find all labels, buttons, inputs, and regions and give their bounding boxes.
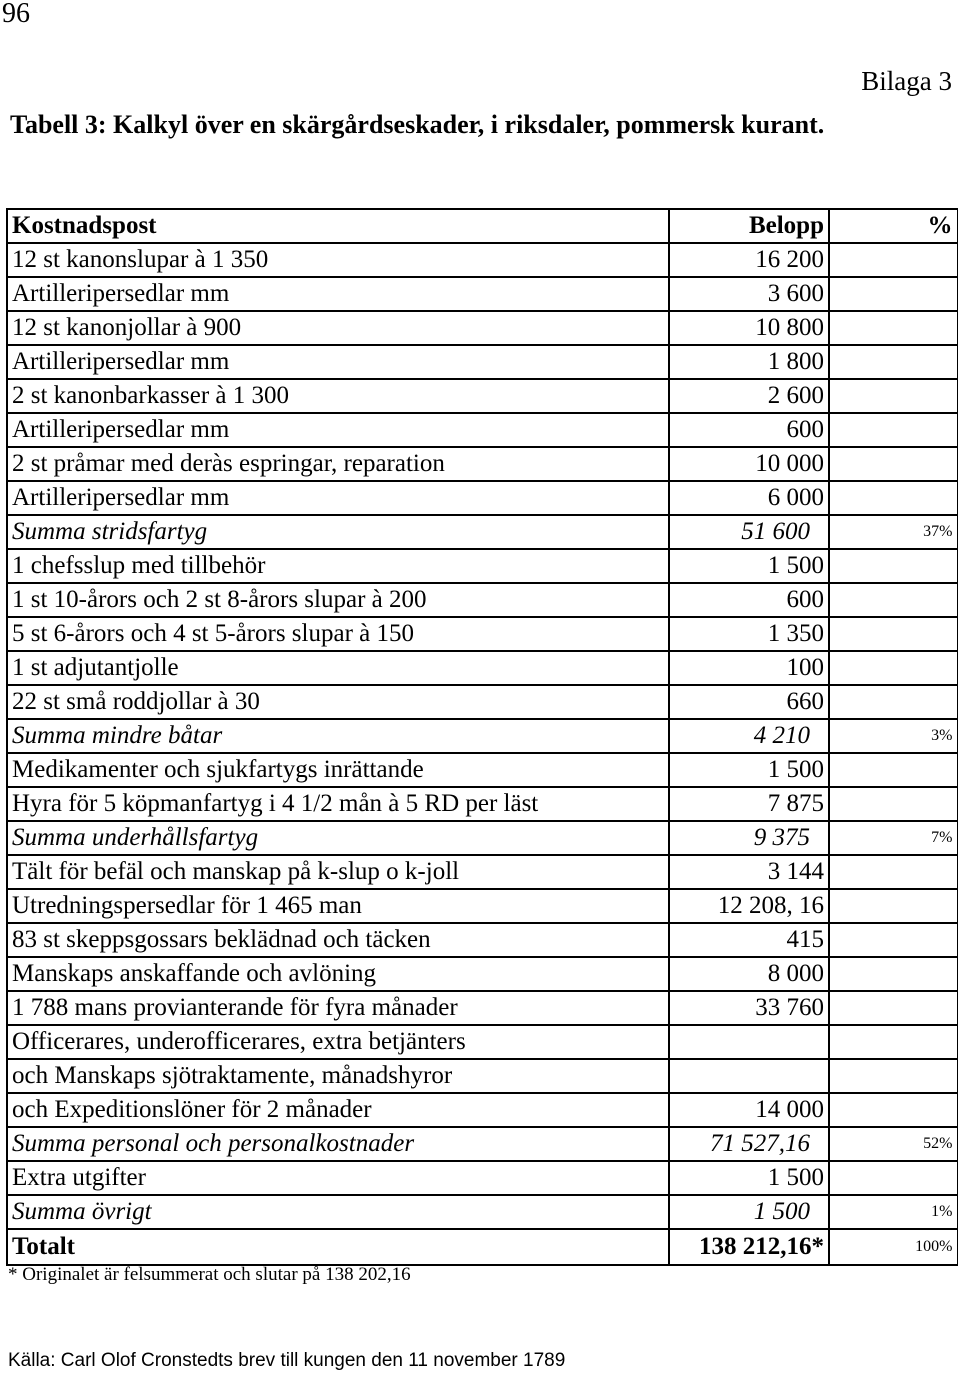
cost-item-cell: och Expeditionslöner för 2 månader: [7, 1093, 669, 1127]
percent-cell: [829, 1025, 957, 1059]
appendix-label: Bilaga 3: [861, 66, 952, 96]
amount-cell: 12 208, 16: [669, 889, 829, 923]
amount-cell: 9 375: [669, 821, 829, 855]
amount-cell: 415: [669, 923, 829, 957]
cost-item-cell: Medikamenter och sjukfartygs inrättande: [7, 753, 669, 787]
percent-cell: [829, 855, 957, 889]
total-row: [7, 1229, 957, 1265]
table-row: [7, 1093, 957, 1127]
amount-cell: 16 200: [669, 243, 829, 277]
percent-cell: [829, 311, 957, 345]
percent-cell: [829, 549, 957, 583]
percent-cell: [829, 685, 957, 719]
table-row: [7, 311, 957, 345]
table-row: [7, 617, 957, 651]
amount-cell: 1 350: [669, 617, 829, 651]
cost-item-cell: Artilleripersedlar mm: [7, 345, 669, 379]
cost-item-cell: 2 st kanonbarkasser à 1 300: [7, 379, 669, 413]
table-row: [7, 685, 957, 719]
cost-item-cell: 1 st 10-årors och 2 st 8-årors slupar à 200: [7, 583, 669, 617]
amount-cell: 33 760: [669, 991, 829, 1025]
subtotal-row: [7, 1127, 957, 1161]
source-note: Källa: Carl Olof Cronstedts brev till kungen den 11 november 1789: [8, 1350, 566, 1371]
percent-cell: [829, 583, 957, 617]
table-row: [7, 243, 957, 277]
amount-cell: 660: [669, 685, 829, 719]
footnote: * Originalet är felsummerat och slutar på 138 202,16: [8, 1264, 411, 1285]
percent-cell: [829, 617, 957, 651]
amount-cell: 1 500: [669, 753, 829, 787]
cost-item-cell: 1 788 mans provianterande för fyra månader: [7, 991, 669, 1025]
cost-item-cell: Utredningspersedlar för 1 465 man: [7, 889, 669, 923]
table-row: [7, 1059, 957, 1093]
cost-item-cell: och Manskaps sjötraktamente, månadshyror: [7, 1059, 669, 1093]
cost-item-cell: Extra utgifter: [7, 1161, 669, 1195]
cost-item-cell: Officerares, underofficerares, extra betjänters: [7, 1025, 669, 1059]
table-row: [7, 753, 957, 787]
cost-item-cell: 5 st 6-årors och 4 st 5-årors slupar à 150: [7, 617, 669, 651]
percent-cell: [829, 787, 957, 821]
table-row: [7, 651, 957, 685]
cost-item-cell: Artilleripersedlar mm: [7, 277, 669, 311]
table-row: [7, 787, 957, 821]
percent-cell: [829, 345, 957, 379]
subtotal-row: [7, 1195, 957, 1229]
percent-cell: [829, 1059, 957, 1093]
cost-item-cell: Hyra för 5 köpmanfartyg i 4 1/2 mån à 5 RD per läst: [7, 787, 669, 821]
cost-item-cell: 2 st pråmar med deràs espringar, reparation: [7, 447, 669, 481]
table-row: [7, 447, 957, 481]
amount-cell: 7 875: [669, 787, 829, 821]
amount-cell: 2 600: [669, 379, 829, 413]
amount-cell: 1 800: [669, 345, 829, 379]
percent-cell: [829, 889, 957, 923]
table-row: [7, 889, 957, 923]
percent-cell: 52%: [829, 1127, 957, 1161]
table-row: [7, 1025, 957, 1059]
amount-cell: 3 144: [669, 855, 829, 889]
percent-cell: [829, 991, 957, 1025]
percent-cell: [829, 1161, 957, 1195]
percent-cell: [829, 379, 957, 413]
amount-cell: 14 000: [669, 1093, 829, 1127]
percent-cell: [829, 753, 957, 787]
cost-item-cell: Totalt: [7, 1229, 669, 1265]
amount-cell: 6 000: [669, 481, 829, 515]
amount-cell: 600: [669, 583, 829, 617]
percent-cell: 37%: [829, 515, 957, 549]
cost-item-cell: Artilleripersedlar mm: [7, 481, 669, 515]
page-number: 96: [2, 0, 30, 29]
percent-cell: [829, 1093, 957, 1127]
subtotal-row: [7, 821, 957, 855]
cost-item-cell: Summa personal och personalkostnader: [7, 1127, 669, 1161]
header-percent: %: [829, 209, 957, 243]
subtotal-row: [7, 719, 957, 753]
amount-cell: 10 800: [669, 311, 829, 345]
amount-cell: 600: [669, 413, 829, 447]
table-row: [7, 991, 957, 1025]
table-row: [7, 1161, 957, 1195]
cost-item-cell: 12 st kanonslupar à 1 350: [7, 243, 669, 277]
table-row: [7, 957, 957, 991]
amount-cell: 8 000: [669, 957, 829, 991]
percent-cell: [829, 651, 957, 685]
percent-cell: [829, 481, 957, 515]
percent-cell: [829, 277, 957, 311]
cost-item-cell: Summa stridsfartyg: [7, 515, 669, 549]
percent-cell: [829, 923, 957, 957]
subtotal-row: [7, 515, 957, 549]
amount-cell: 3 600: [669, 277, 829, 311]
table-row: [7, 855, 957, 889]
percent-cell: 3%: [829, 719, 957, 753]
amount-cell: 71 527,16: [669, 1127, 829, 1161]
cost-item-cell: Summa övrigt: [7, 1195, 669, 1229]
table-row: [7, 481, 957, 515]
table-row: [7, 413, 957, 447]
cost-item-cell: 12 st kanonjollar à 900: [7, 311, 669, 345]
amount-cell: 138 212,16*: [669, 1229, 829, 1265]
amount-cell: 100: [669, 651, 829, 685]
amount-cell: [669, 1059, 829, 1093]
cost-item-cell: 1 st adjutantjolle: [7, 651, 669, 685]
cost-item-cell: 1 chefsslup med tillbehör: [7, 549, 669, 583]
table-row: [7, 277, 957, 311]
table-row: [7, 549, 957, 583]
cost-item-cell: 22 st små roddjollar à 30: [7, 685, 669, 719]
table-row: [7, 379, 957, 413]
table-row: [7, 583, 957, 617]
percent-cell: [829, 447, 957, 481]
percent-cell: [829, 957, 957, 991]
table-header-row: [7, 209, 957, 243]
cost-item-cell: 83 st skeppsgossars beklädnad och täcken: [7, 923, 669, 957]
cost-item-cell: Manskaps anskaffande och avlöning: [7, 957, 669, 991]
cost-item-cell: Summa mindre båtar: [7, 719, 669, 753]
table-row: [7, 923, 957, 957]
percent-cell: 7%: [829, 821, 957, 855]
amount-cell: 4 210: [669, 719, 829, 753]
cost-table: [6, 208, 958, 1266]
amount-cell: 1 500: [669, 549, 829, 583]
header-amount: Belopp: [669, 209, 829, 243]
percent-cell: [829, 413, 957, 447]
percent-cell: [829, 243, 957, 277]
percent-cell: 1%: [829, 1195, 957, 1229]
cost-item-cell: Summa underhållsfartyg: [7, 821, 669, 855]
amount-cell: 10 000: [669, 447, 829, 481]
amount-cell: 1 500: [669, 1195, 829, 1229]
amount-cell: 1 500: [669, 1161, 829, 1195]
percent-cell: 100%: [829, 1229, 957, 1265]
cost-item-cell: Artilleripersedlar mm: [7, 413, 669, 447]
cost-item-cell: Tält för befäl och manskap på k-slup o k-joll: [7, 855, 669, 889]
amount-cell: 51 600: [669, 515, 829, 549]
table-title: Tabell 3: Kalkyl över en skärgårdseskader, i riksdaler, pommersk kurant.: [10, 110, 825, 139]
table-row: [7, 345, 957, 379]
amount-cell: [669, 1025, 829, 1059]
header-cost-item: Kostnadspost: [7, 209, 669, 243]
